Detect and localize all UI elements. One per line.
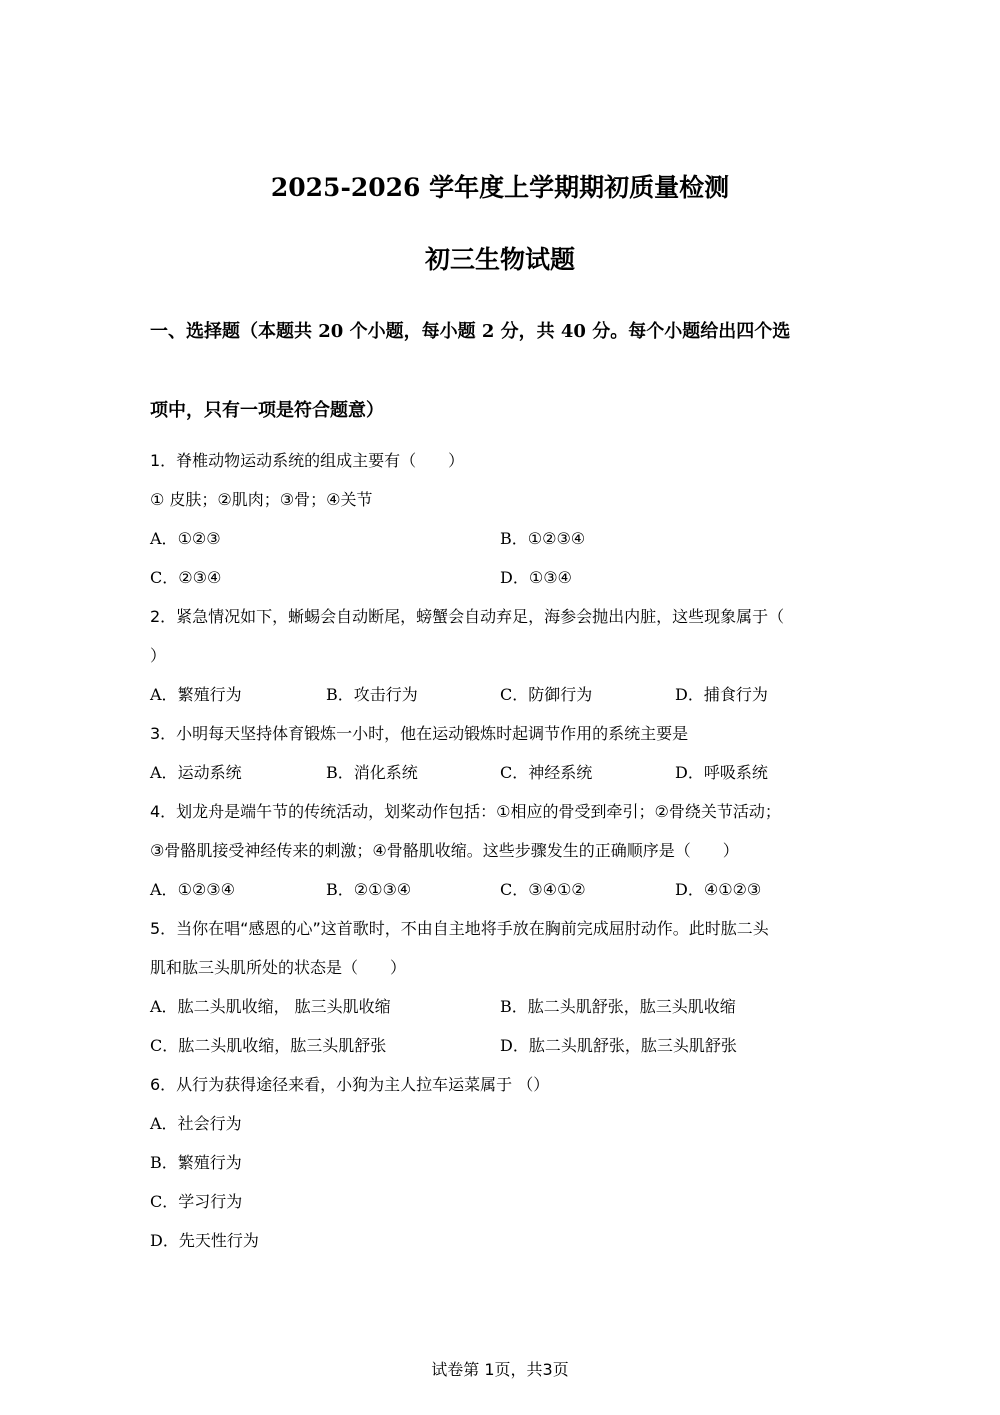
question-4-option-a: A．①②③④ [150,880,235,899]
question-6-option-a: A．社会行为 [150,1114,242,1133]
exam-title: 2025-2026 学年度上学期期初质量检测 [270,173,730,202]
question-5-stem-cont: 肌和肱三头肌所处的状态是（ ） [150,958,407,977]
question-1-option-d: D．①③④ [500,568,572,587]
question-2-option-c: C．防御行为 [500,685,593,704]
question-6-stem: 6．从行为获得途径来看，小狗为主人拉车运菜属于 （） [150,1075,550,1094]
question-1-stem-items: ① 皮肤；②肌肉；③骨；④关节 [150,490,373,509]
question-1-option-a: A．①②③ [150,529,221,548]
section-heading-line-1: 一、选择题（本题共 20 个小题，每小题 2 分，共 40 分。每个小题给出四个选 [150,321,791,342]
question-6-option-d: D．先天性行为 [150,1231,259,1250]
question-2-option-a: A．繁殖行为 [150,685,242,704]
question-5-option-b: B．肱二头肌舒张，肱三头肌收缩 [500,997,736,1016]
question-3-stem: 3．小明每天坚持体育锻炼一小时，他在运动锻炼时起调节作用的系统主要是 [150,724,689,743]
question-6-option-c: C．学习行为 [150,1192,243,1211]
question-4-option-d: D．④①②③ [675,880,762,899]
page-footer: 试卷第 1页，共3页 [431,1360,569,1379]
question-4-stem-cont: ③骨骼肌接受神经传来的刺激；④骨骼肌收缩。这些步骤发生的正确顺序是（ ） [150,841,739,860]
question-5-option-a: A．肱二头肌收缩， 肱三头肌收缩 [150,997,391,1016]
question-1-option-c: C．②③④ [150,568,222,587]
question-3-option-d: D．呼吸系统 [675,763,768,782]
question-6-option-b: B．繁殖行为 [150,1153,242,1172]
question-1-stem: 1．脊椎动物运动系统的组成主要有（ ） [150,451,465,470]
question-2-stem-cont: ） [150,646,167,665]
question-3-option-a: A．运动系统 [150,763,242,782]
exam-subtitle: 初三生物试题 [424,245,575,274]
question-5-stem: 5．当你在唱“感恩的心”这首歌时，不由自主地将手放在胸前完成屈肘动作。此时肱二头 [150,919,769,938]
question-4-option-c: C．③④①② [500,880,586,899]
question-3-option-b: B．消化系统 [326,763,418,782]
question-2-option-d: D．捕食行为 [675,685,768,704]
question-4-stem: 4．划龙舟是端午节的传统活动，划桨动作包括：①相应的骨受到牵引；②骨绕关节活动； [150,802,781,821]
section-heading-line-2: 项中，只有一项是符合题意） [150,400,384,421]
question-4-option-b: B．②①③④ [326,880,412,899]
question-3-option-c: C．神经系统 [500,763,593,782]
question-5-option-c: C．肱二头肌收缩，肱三头肌舒张 [150,1036,387,1055]
question-2-option-b: B．攻击行为 [326,685,418,704]
question-2-stem: 2．紧急情况如下，蜥蜴会自动断尾，螃蟹会自动弃足，海参会抛出内脏，这些现象属于（ [150,607,785,626]
question-1-option-b: B．①②③④ [500,529,586,548]
question-5-option-d: D．肱二头肌舒张，肱三头肌舒张 [500,1036,737,1055]
